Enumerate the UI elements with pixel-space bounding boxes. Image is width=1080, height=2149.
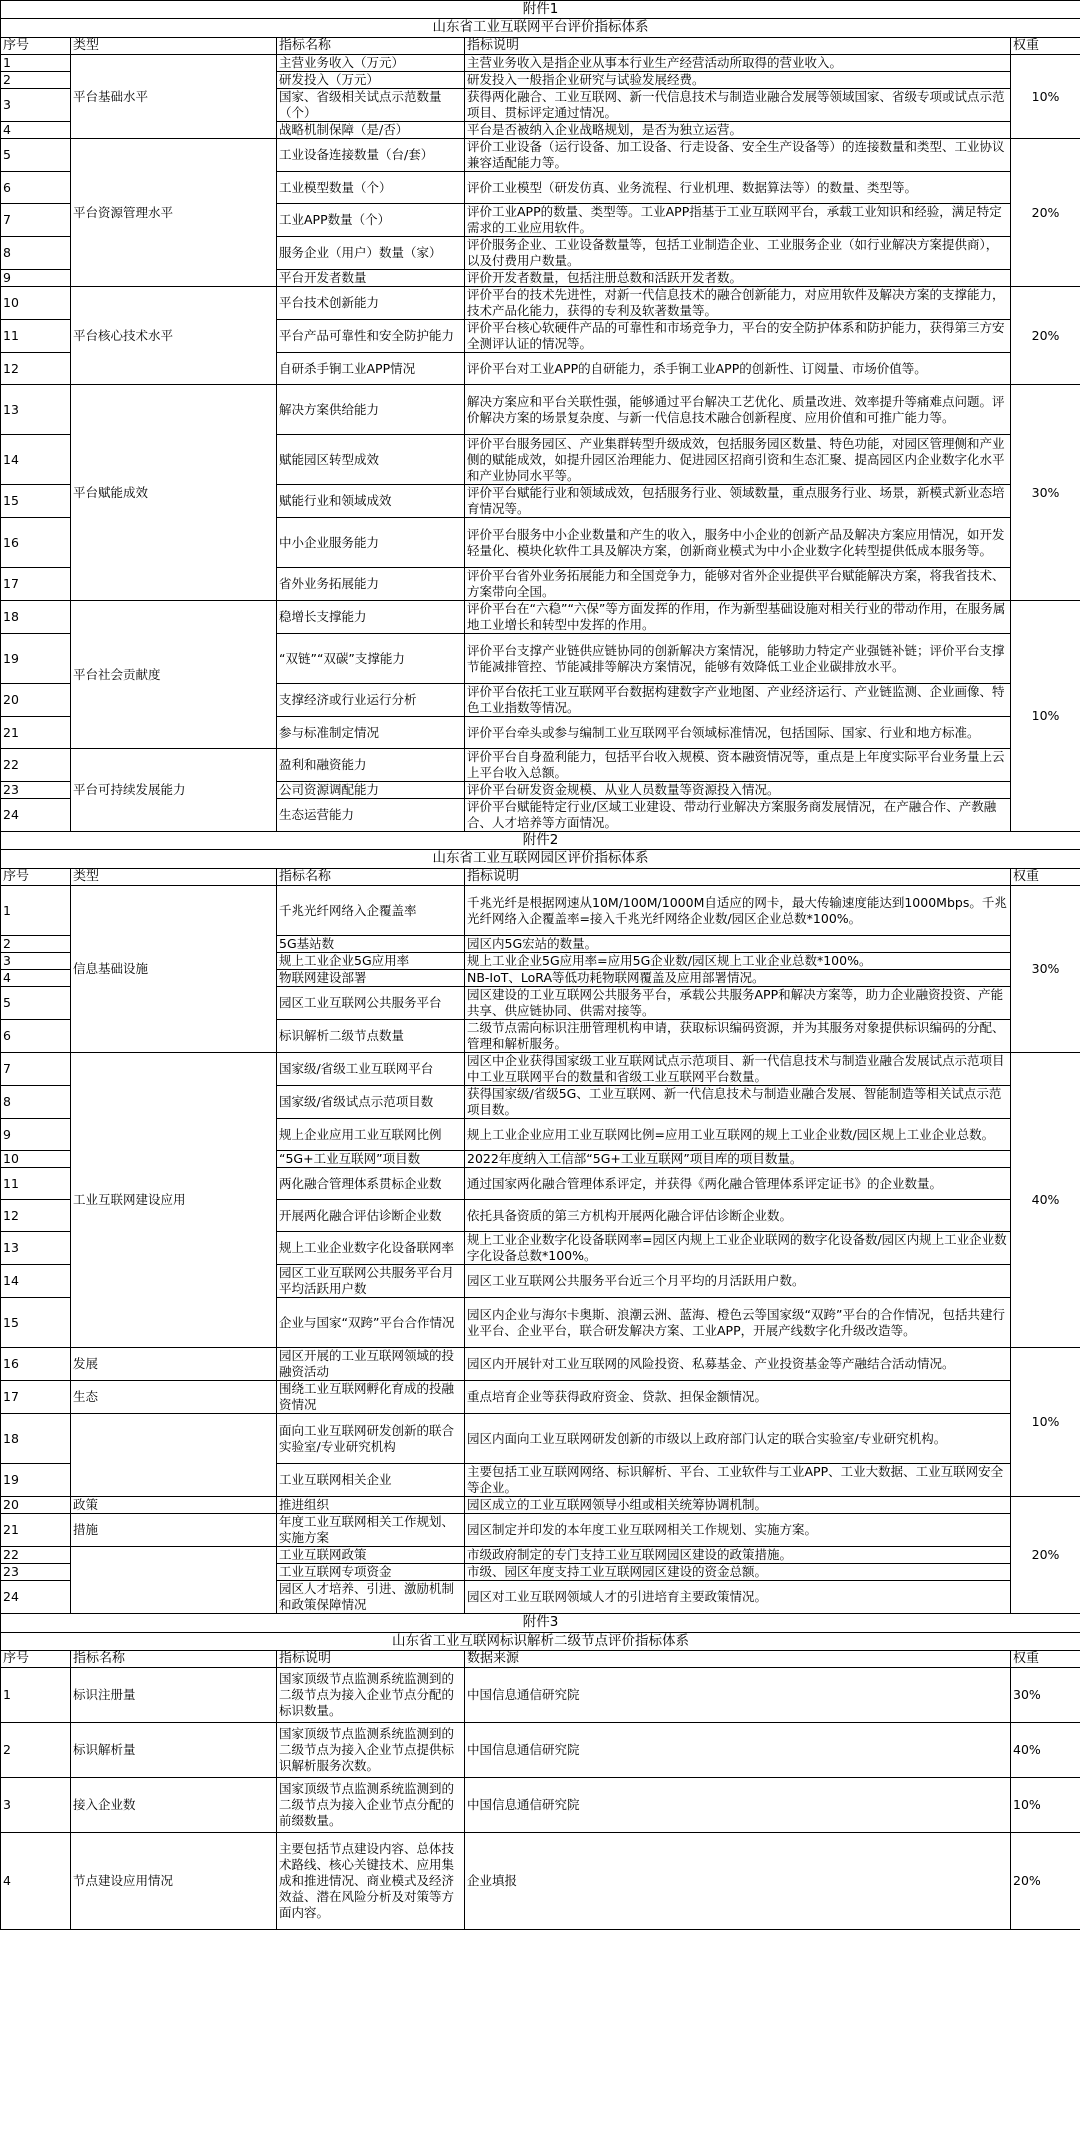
indicator-desc: NB-IoT、LoRA等低功耗物联网覆盖及应用部署情况。 (465, 970, 1011, 987)
indicator-desc: 评价平台研发资金规模、从业人员数量等资源投入情况。 (465, 782, 1011, 799)
row-number: 15 (1, 485, 71, 518)
a3-table-row (1, 1778, 1080, 1833)
indicator-desc: 主要包括节点建设内容、总体技术路线、核心关键技术、应用集成和推进情况、商业模式及经济效益、潜在风险分析及对策等方面内容。 (277, 1833, 465, 1930)
indicator-desc: 评价工业模型（研发仿真、业务流程、行业机理、数据算法等）的数量、类型等。 (465, 172, 1011, 204)
data-source: 中国信息通信研究院 (465, 1668, 1011, 1723)
indicator-name: 支撑经济或行业运行分析 (277, 684, 465, 717)
indicator-name: 平台技术创新能力 (277, 287, 465, 320)
weight-cell: 30% (1011, 385, 1080, 601)
indicator-name: 稳增长支撑能力 (277, 601, 465, 634)
indicator-name: 盈利和融资能力 (277, 749, 465, 782)
row-number: 5 (1, 987, 71, 1020)
row-number: 14 (1, 1265, 71, 1298)
a2-title: 山东省工业互联网园区评价指标体系 (1, 850, 1080, 868)
indicator-desc: 评价平台核心软硬件产品的可靠性和市场竞争力，平台的安全防护体系和防护能力，获得第三方安全测评认证的情况等。 (465, 320, 1011, 353)
a2-table-row (1, 1414, 1080, 1464)
indicator-name: 园区人才培养、引进、激励机制和政策保障情况 (277, 1581, 465, 1614)
row-number: 23 (1, 1564, 71, 1581)
a1-header: 序号 (1, 37, 71, 55)
row-number: 16 (1, 518, 71, 568)
data-source: 企业填报 (465, 1833, 1011, 1930)
row-number: 3 (1, 89, 71, 122)
indicator-desc: 通过国家两化融合管理体系评定，并获得《两化融合管理体系评定证书》的企业数量。 (465, 1168, 1011, 1200)
indicator-name: 两化融合管理体系贯标企业数 (277, 1168, 465, 1200)
indicator-desc: 园区中企业获得国家级工业互联网试点示范项目、新一代信息技术与制造业融合发展试点示范项目中工业互联网平台的数量和省级工业互联网平台数量。 (465, 1053, 1011, 1086)
indicator-name: 工业互联网专项资金 (277, 1564, 465, 1581)
a1-title-row (1, 19, 1080, 37)
indicator-desc: 评价平台牵头或参与编制工业互联网平台领域标准情况，包括国际、国家、行业和地方标准。 (465, 717, 1011, 749)
row-number: 5 (1, 139, 71, 172)
indicator-name: 参与标准制定情况 (277, 717, 465, 749)
row-number: 12 (1, 1200, 71, 1232)
indicator-desc: 规上工业企业数字化设备联网率=园区内规上工业企业联网的数字化设备数/园区内规上工业企业数字化设备总数*100%。 (465, 1232, 1011, 1265)
indicator-name: 工业互联网政策 (277, 1547, 465, 1564)
indicator-desc: 园区对工业互联网领域人才的引进培育主要政策情况。 (465, 1581, 1011, 1614)
indicator-name: 规上工业企业5G应用率 (277, 953, 465, 970)
a3-table-row (1, 1723, 1080, 1778)
category-cell: 信息基础设施 (71, 886, 277, 1053)
indicator-name: 企业与国家“双跨”平台合作情况 (277, 1298, 465, 1348)
indicator-name: 物联网建设部署 (277, 970, 465, 987)
a1-table-row (1, 385, 1080, 435)
indicator-name: 标识注册量 (71, 1668, 277, 1723)
row-number: 18 (1, 1414, 71, 1464)
a1-header-row (1, 37, 1080, 55)
indicator-name: 推进组织 (277, 1497, 465, 1514)
a2-header: 指标名称 (277, 868, 465, 886)
a3-table-row (1, 1833, 1080, 1930)
category-cell (71, 1547, 277, 1614)
a3-title: 山东省工业互联网标识解析二级节点评价指标体系 (1, 1632, 1080, 1650)
indicator-name: 工业设备连接数量（台/套） (277, 139, 465, 172)
row-number: 13 (1, 1232, 71, 1265)
indicator-desc: 规上工业企业5G应用率=应用5G企业数/园区规上工业企业总数*100%。 (465, 953, 1011, 970)
a2-table-row (1, 1381, 1080, 1414)
weight-cell: 10% (1011, 55, 1080, 139)
data-source: 中国信息通信研究院 (465, 1723, 1011, 1778)
indicator-name: 主营业务收入（万元） (277, 55, 465, 72)
indicator-name: “5G+工业互联网”项目数 (277, 1151, 465, 1168)
row-number: 3 (1, 953, 71, 970)
row-number: 8 (1, 1086, 71, 1119)
indicator-name: 解决方案供给能力 (277, 385, 465, 435)
a3-label: 附件3 (1, 1614, 1080, 1632)
indicator-desc: 评价平台服务中小企业数量和产生的收入，服务中小企业的创新产品及解决方案应用情况，如开发轻量化、模块化软件工具及解决方案，创新商业模式为中小企业数字化转型提供低成本服务等。 (465, 518, 1011, 568)
weight-cell: 30% (1011, 886, 1080, 1053)
a3-header: 权重 (1011, 1650, 1080, 1668)
indicator-name: 工业互联网相关企业 (277, 1464, 465, 1497)
indicator-name: 研发投入（万元） (277, 72, 465, 89)
a2-header: 权重 (1011, 868, 1080, 886)
a1-header: 权重 (1011, 37, 1080, 55)
row-number: 8 (1, 237, 71, 270)
a1-header: 指标说明 (465, 37, 1011, 55)
row-number: 20 (1, 1497, 71, 1514)
a1-table-row (1, 55, 1080, 72)
weight-cell: 20% (1011, 1833, 1080, 1930)
indicator-name: “双链”“双碳”支撑能力 (277, 634, 465, 684)
a2-table-row (1, 1547, 1080, 1564)
indicator-desc: 评价平台支撑产业链供应链协同的创新解决方案情况，能够助力特定产业强链补链；评价平台支撑节能减排管控、节能减排等解决方案情况，能够有效降低工业企业碳排放水平。 (465, 634, 1011, 684)
row-number: 1 (1, 55, 71, 72)
category-cell: 发展 (71, 1348, 277, 1381)
indicator-desc: 评价平台对工业APP的自研能力，杀手锏工业APP的创新性、订阅量、市场价值等。 (465, 353, 1011, 385)
indicator-desc: 评价工业APP的数量、类型等。工业APP指基于工业互联网平台，承载工业知识和经验，满足特定需求的工业应用软件。 (465, 204, 1011, 237)
row-number: 13 (1, 385, 71, 435)
indicator-desc: 国家顶级节点监测系统监测到的二级节点为接入企业节点分配的标识数量。 (277, 1668, 465, 1723)
a1-table-row (1, 749, 1080, 782)
indicator-desc: 千兆光纤是根据网速从10M/100M/1000M自适应的网卡，最大传输速度能达到1000Mbps。千兆光纤网络入企覆盖率=接入千兆光纤网络企业数/园区企业总数*100%。 (465, 886, 1011, 936)
a2-table-row (1, 1497, 1080, 1514)
a3-header: 数据来源 (465, 1650, 1011, 1668)
a2-header-row (1, 868, 1080, 886)
row-number: 19 (1, 634, 71, 684)
indicator-name: 省外业务拓展能力 (277, 568, 465, 601)
row-number: 18 (1, 601, 71, 634)
indicator-desc: 获得国家级/省级5G、工业互联网、新一代信息技术与制造业融合发展、智能制造等相关试点示范项目数。 (465, 1086, 1011, 1119)
weight-cell: 40% (1011, 1053, 1080, 1348)
indicator-name: 服务企业（用户）数量（家） (277, 237, 465, 270)
row-number: 2 (1, 936, 71, 953)
category-cell: 生态 (71, 1381, 277, 1414)
indicator-desc: 园区成立的工业互联网领导小组或相关统筹协调机制。 (465, 1497, 1011, 1514)
indicator-desc: 园区制定并印发的本年度工业互联网相关工作规划、实施方案。 (465, 1514, 1011, 1547)
indicator-desc: 国家顶级节点监测系统监测到的二级节点为接入企业节点分配的前缀数量。 (277, 1778, 465, 1833)
indicator-name: 国家、省级相关试点示范数量（个） (277, 89, 465, 122)
a3-header-row (1, 1650, 1080, 1668)
row-number: 7 (1, 1053, 71, 1086)
row-number: 6 (1, 172, 71, 204)
indicator-desc: 评价服务企业、工业设备数量等，包括工业制造企业、工业服务企业（如行业解决方案提供商），以及付费用户数量。 (465, 237, 1011, 270)
a1-header: 指标名称 (277, 37, 465, 55)
category-cell: 平台资源管理水平 (71, 139, 277, 287)
indicator-desc: 评价平台依托工业互联网平台数据构建数字产业地图、产业经济运行、产业链监测、企业画像、特色工业指数等情况。 (465, 684, 1011, 717)
row-number: 9 (1, 1119, 71, 1151)
row-number: 3 (1, 1778, 71, 1833)
indicator-desc: 园区工业互联网公共服务平台近三个月平均的月活跃用户数。 (465, 1265, 1011, 1298)
a1-table-row (1, 601, 1080, 634)
category-cell: 平台赋能成效 (71, 385, 277, 601)
indicator-name: 园区开展的工业互联网领域的投融资活动 (277, 1348, 465, 1381)
category-cell: 平台基础水平 (71, 55, 277, 139)
a2-title-row (1, 850, 1080, 868)
indicator-desc: 重点培育企业等获得政府资金、贷款、担保金额情况。 (465, 1381, 1011, 1414)
indicator-name: 围绕工业互联网孵化育成的投融资情况 (277, 1381, 465, 1414)
weight-cell: 10% (1011, 1778, 1080, 1833)
indicator-name: 园区工业互联网公共服务平台 (277, 987, 465, 1020)
row-number: 7 (1, 204, 71, 237)
indicator-desc: 评价平台在“六稳”“六保”等方面发挥的作用，作为新型基础设施对相关行业的带动作用，在服务属地工业增长和转型中发挥的作用。 (465, 601, 1011, 634)
a3-header: 指标说明 (277, 1650, 465, 1668)
indicator-desc: 评价平台省外业务拓展能力和全国竞争力，能够对省外企业提供平台赋能解决方案，将我省技术、方案带向全国。 (465, 568, 1011, 601)
weight-cell: 10% (1011, 601, 1080, 832)
indicator-desc: 解决方案应和平台关联性强，能够通过平台解决工艺优化、质量改进、效率提升等痛难点问题。评价解决方案的场景复杂度、与新一代信息技术融合创新程度、应用价值和可推广能力等。 (465, 385, 1011, 435)
indicator-desc: 获得两化融合、工业互联网、新一代信息技术与制造业融合发展等领域国家、省级专项或试点示范项目、贯标评定通过情况。 (465, 89, 1011, 122)
row-number: 19 (1, 1464, 71, 1497)
row-number: 11 (1, 320, 71, 353)
row-number: 2 (1, 1723, 71, 1778)
indicator-name: 年度工业互联网相关工作规划、实施方案 (277, 1514, 465, 1547)
indicator-desc: 平台是否被纳入企业战略规划，是否为独立运营。 (465, 122, 1011, 139)
weight-cell: 20% (1011, 287, 1080, 385)
a1-table-row (1, 139, 1080, 172)
indicator-desc: 评价平台的技术先进性，对新一代信息技术的融合创新能力，对应用软件及解决方案的支撑能力，技术产品化能力，获得的专利及软著数量等。 (465, 287, 1011, 320)
weight-cell: 20% (1011, 139, 1080, 287)
indicator-name: 平台产品可靠性和安全防护能力 (277, 320, 465, 353)
indicator-desc: 市级、园区年度支持工业互联网园区建设的资金总额。 (465, 1564, 1011, 1581)
row-number: 9 (1, 270, 71, 287)
indicator-name: 规上企业应用工业互联网比例 (277, 1119, 465, 1151)
a2-header: 指标说明 (465, 868, 1011, 886)
a3-header: 序号 (1, 1650, 71, 1668)
indicator-desc: 评价平台赋能行业和领域成效，包括服务行业、领域数量，重点服务行业、场景，新模式新业态培育情况等。 (465, 485, 1011, 518)
row-number: 14 (1, 435, 71, 485)
row-number: 21 (1, 717, 71, 749)
a3-header: 指标名称 (71, 1650, 277, 1668)
indicator-desc: 评价工业设备（运行设备、加工设备、行走设备、安全生产设备等）的连接数量和类型、工业协议兼容适配能力等。 (465, 139, 1011, 172)
row-number: 17 (1, 1381, 71, 1414)
a1-title: 山东省工业互联网平台评价指标体系 (1, 19, 1080, 37)
row-number: 22 (1, 1547, 71, 1564)
category-cell: 平台核心技术水平 (71, 287, 277, 385)
indicator-name: 赋能园区转型成效 (277, 435, 465, 485)
row-number: 15 (1, 1298, 71, 1348)
row-number: 22 (1, 749, 71, 782)
indicator-desc: 市级政府制定的专门支持工业互联网园区建设的政策措施。 (465, 1547, 1011, 1564)
indicator-desc: 国家顶级节点监测系统监测到的二级节点为接入企业节点提供标识解析服务次数。 (277, 1723, 465, 1778)
row-number: 17 (1, 568, 71, 601)
indicator-name: 园区工业互联网公共服务平台月平均活跃用户数 (277, 1265, 465, 1298)
indicator-name: 标识解析量 (71, 1723, 277, 1778)
indicator-name: 接入企业数 (71, 1778, 277, 1833)
indicator-desc: 依托具备资质的第三方机构开展两化融合评估诊断企业数。 (465, 1200, 1011, 1232)
a2-table-row (1, 1348, 1080, 1381)
weight-cell: 20% (1011, 1497, 1080, 1614)
row-number: 1 (1, 886, 71, 936)
row-number: 23 (1, 782, 71, 799)
a2-header: 类型 (71, 868, 277, 886)
row-number: 16 (1, 1348, 71, 1381)
a2-table-row (1, 1053, 1080, 1086)
a2-table-row (1, 1514, 1080, 1547)
indicator-name: 千兆光纤网络入企覆盖率 (277, 886, 465, 936)
indicator-desc: 园区内面向工业互联网研发创新的市级以上政府部门认定的联合实验室/专业研究机构。 (465, 1414, 1011, 1464)
indicator-desc: 主营业务收入是指企业从事本行业生产经营活动所取得的营业收入。 (465, 55, 1011, 72)
indicator-desc: 评价平台服务园区、产业集群转型升级成效，包括服务园区数量、特色功能，对园区管理侧和产业侧的赋能成效，如提升园区治理能力、促进园区招商引资和生态汇聚、提高园区内企业数字化水平和产业协同水平等。 (465, 435, 1011, 485)
indicator-name: 开展两化融合评估诊断企业数 (277, 1200, 465, 1232)
a1-label: 附件1 (1, 1, 1080, 19)
indicator-desc: 二级节点需向标识注册管理机构申请，获取标识编码资源，并为其服务对象提供标识编码的分配、管理和解析服务。 (465, 1020, 1011, 1053)
indicator-name: 规上工业企业数字化设备联网率 (277, 1232, 465, 1265)
row-number: 1 (1, 1668, 71, 1723)
indicator-desc: 2022年度纳入工信部“5G+工业互联网”项目库的项目数量。 (465, 1151, 1011, 1168)
row-number: 20 (1, 684, 71, 717)
a2-header: 序号 (1, 868, 71, 886)
indicator-name: 国家级/省级工业互联网平台 (277, 1053, 465, 1086)
indicator-name: 中小企业服务能力 (277, 518, 465, 568)
a2-table-row (1, 886, 1080, 936)
indicator-desc: 主要包括工业互联网网络、标识解析、平台、工业软件与工业APP、工业大数据、工业互联网安全等企业。 (465, 1464, 1011, 1497)
row-number: 24 (1, 1581, 71, 1614)
indicator-name: 5G基站数 (277, 936, 465, 953)
a3-table-row (1, 1668, 1080, 1723)
row-number: 2 (1, 72, 71, 89)
category-cell: 措施 (71, 1514, 277, 1547)
indicator-desc: 评价平台自身盈利能力，包括平台收入规模、资本融资情况等，重点是上年度实际平台业务量上云上平台收入总额。 (465, 749, 1011, 782)
indicator-name: 节点建设应用情况 (71, 1833, 277, 1930)
indicator-name: 标识解析二级节点数量 (277, 1020, 465, 1053)
indicator-name: 战略机制保障（是/否） (277, 122, 465, 139)
a2-label: 附件2 (1, 832, 1080, 850)
indicator-desc: 园区内开展针对工业互联网的风险投资、私募基金、产业投资基金等产融结合活动情况。 (465, 1348, 1011, 1381)
indicator-desc: 园区建设的工业互联网公共服务平台，承载公共服务APP和解决方案等，助力企业融资投资、产能共享、供应链协同、供需对接等。 (465, 987, 1011, 1020)
indicator-desc: 园区内企业与海尔卡奥斯、浪潮云洲、蓝海、橙色云等国家级“双跨”平台的合作情况，包括共建行业平台、企业平台，联合研发解决方案、工业APP，开展产线数字化升级改造等。 (465, 1298, 1011, 1348)
row-number: 21 (1, 1514, 71, 1547)
indicator-desc: 园区内5G宏站的数量。 (465, 936, 1011, 953)
row-number: 24 (1, 799, 71, 832)
row-number: 10 (1, 287, 71, 320)
category-cell: 政策 (71, 1497, 277, 1514)
weight-cell: 40% (1011, 1723, 1080, 1778)
row-number: 4 (1, 122, 71, 139)
indicator-desc: 规上工业企业应用工业互联网比例=应用工业互联网的规上工业企业数/园区规上工业企业总数。 (465, 1119, 1011, 1151)
category-cell: 平台社会贡献度 (71, 601, 277, 749)
indicator-desc: 评价平台赋能特定行业/区域工业建设、带动行业解决方案服务商发展情况，在产融合作、产教融合、人才培养等方面情况。 (465, 799, 1011, 832)
row-number: 11 (1, 1168, 71, 1200)
a3-title-row (1, 1632, 1080, 1650)
a1-header: 类型 (71, 37, 277, 55)
indicator-name: 工业模型数量（个） (277, 172, 465, 204)
a1-label-row (1, 1, 1080, 19)
row-number: 6 (1, 1020, 71, 1053)
indicator-name: 面向工业互联网研发创新的联合实验室/专业研究机构 (277, 1414, 465, 1464)
category-cell: 平台可持续发展能力 (71, 749, 277, 832)
weight-cell: 30% (1011, 1668, 1080, 1723)
weight-cell: 10% (1011, 1348, 1080, 1497)
category-cell (71, 1414, 277, 1497)
indicator-name: 公司资源调配能力 (277, 782, 465, 799)
indicator-name: 平台开发者数量 (277, 270, 465, 287)
indicator-name: 国家级/省级试点示范项目数 (277, 1086, 465, 1119)
category-cell: 工业互联网建设应用 (71, 1053, 277, 1348)
data-source: 中国信息通信研究院 (465, 1778, 1011, 1833)
indicator-name: 自研杀手锏工业APP情况 (277, 353, 465, 385)
indicator-desc: 研发投入一般指企业研究与试验发展经费。 (465, 72, 1011, 89)
indicator-name: 生态运营能力 (277, 799, 465, 832)
a2-label-row (1, 832, 1080, 850)
row-number: 4 (1, 970, 71, 987)
indicator-desc: 评价开发者数量，包括注册总数和活跃开发者数。 (465, 270, 1011, 287)
indicator-name: 工业APP数量（个） (277, 204, 465, 237)
indicator-name: 赋能行业和领域成效 (277, 485, 465, 518)
row-number: 12 (1, 353, 71, 385)
a3-label-row (1, 1614, 1080, 1632)
row-number: 4 (1, 1833, 71, 1930)
row-number: 10 (1, 1151, 71, 1168)
a1-table-row (1, 287, 1080, 320)
